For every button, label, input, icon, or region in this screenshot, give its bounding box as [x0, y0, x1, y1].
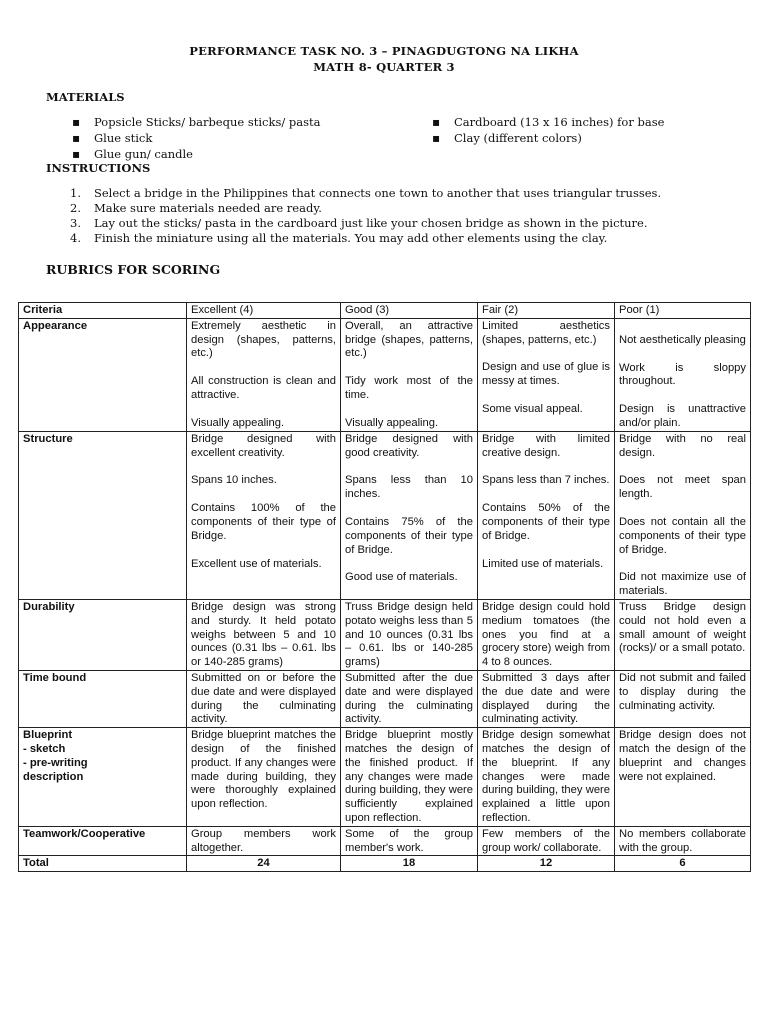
excellent-cell — [187, 318, 341, 431]
cell-paragraph: Bridge designed with excellent creativity. — [191, 432, 336, 459]
cell-paragraph: Design is unattractive and/or plain. — [619, 403, 746, 429]
criteria-cell: Appearance — [19, 318, 187, 431]
rubric-row-time-bound — [19, 670, 751, 727]
document-title: PERFORMANCE TASK NO. 3 – PINAGDUGTONG NA LIKHA — [189, 44, 579, 58]
cell-paragraph: Truss Bridge design could not hold even a small amount of weight (rocks)/ or a small potato. — [619, 600, 746, 655]
cell-paragraph: Bridge design was strong and sturdy. It held potato weighs between 5 and 10 ounces (0.31 lbs – 0.61. lbs or 140-285 grams) — [191, 600, 336, 669]
column-header-fair: Fair (2) — [478, 303, 615, 319]
rubric-row-appearance — [19, 318, 751, 431]
rubrics-heading: RUBRICS FOR SCORING — [46, 262, 221, 277]
rubric-header-row — [19, 303, 751, 319]
cell-paragraph: Did not maximize use of materials. — [619, 571, 746, 598]
cell-paragraph: Submitted 3 days after the due date and were displayed during the culminating activity. — [482, 671, 610, 726]
cell-paragraph: Limited aesthetics (shapes, patterns, etc.) — [482, 319, 610, 346]
instruction-number: 2. — [70, 201, 81, 215]
cell-paragraph: Bridge design does not match the design of the blueprint and changes were not explained. — [619, 729, 746, 783]
excellent-cell — [187, 431, 341, 599]
cell-paragraph: Contains 100% of the components of their type of Bridge. — [191, 502, 336, 542]
total-excellent: 24 — [187, 856, 341, 872]
cell-paragraph: Excellent use of materials. — [191, 557, 322, 570]
cell-paragraph: Contains 75% of the components of their type of Bridge. — [345, 515, 473, 556]
criteria-cell: Total — [19, 856, 187, 872]
good-cell — [341, 826, 478, 856]
cell-paragraph: Bridge blueprint matches the design of the finished product. If any changes were made during building, they were thoroughly explained upon reflection. — [191, 729, 336, 811]
criteria-cell: Structure — [19, 431, 187, 599]
poor-cell — [615, 670, 751, 727]
cell-paragraph: Some of the group member's work. — [345, 827, 473, 854]
poor-cell — [615, 318, 751, 431]
rubric-row-structure — [19, 431, 751, 599]
material-item: ▪ Popsicle Sticks/ barbeque sticks/ pasta — [70, 114, 321, 130]
cell-paragraph: Limited use of materials. — [482, 557, 604, 570]
excellent-cell — [187, 826, 341, 856]
instructions-heading: INSTRUCTIONS — [46, 161, 151, 175]
column-header-criteria: Criteria — [19, 303, 187, 319]
column-header-good: Good (3) — [341, 303, 478, 319]
excellent-cell — [187, 599, 341, 670]
good-cell — [341, 318, 478, 431]
cell-paragraph: Truss Bridge design held potato weighs less than 5 and 10 ounces (0.31 lbs – 0.61. lbs or 140-285 grams) — [345, 600, 473, 669]
instruction-number: 1. — [70, 186, 81, 200]
materials-list-right — [430, 114, 664, 146]
cell-paragraph: Not aesthetically pleasing — [619, 333, 746, 346]
criteria-cell: Time bound — [19, 670, 187, 727]
cell-paragraph: No members collaborate with the group. — [619, 827, 746, 854]
cell-paragraph: Good use of materials. — [345, 571, 458, 584]
column-header-poor: Poor (1) — [615, 303, 751, 319]
total-fair: 12 — [478, 856, 615, 872]
poor-cell — [615, 431, 751, 599]
excellent-cell — [187, 728, 341, 827]
criteria-cell — [19, 728, 187, 827]
material-item: ▪ Glue gun/ candle — [70, 146, 321, 162]
cell-paragraph: Did not submit and failed to display during the culminating activity. — [619, 671, 746, 712]
materials-list-left — [70, 114, 321, 162]
cell-paragraph: Does not meet span length. — [619, 474, 746, 501]
poor-cell — [615, 728, 751, 827]
good-cell — [341, 431, 478, 599]
instruction-text: Make sure materials needed are ready. — [94, 201, 322, 215]
instruction-text: Finish the miniature using all the materials. You may add other elements using the clay. — [94, 231, 608, 245]
cell-paragraph: Visually appealing. — [191, 416, 285, 429]
material-item: ▪ Cardboard (13 x 16 inches) for base — [430, 114, 664, 130]
instruction-text: Select a bridge in the Philippines that connects one town to another that uses triangular trusses. — [94, 186, 662, 200]
cell-paragraph: Few members of the group work/ collaborate. — [482, 827, 610, 854]
instruction-number: 3. — [70, 216, 81, 230]
cell-paragraph: Tidy work most of the time. — [345, 375, 473, 401]
fair-cell — [478, 599, 615, 670]
cell-paragraph: Bridge design somewhat matches the design of the blueprint. If any changes were made during building, they were explained a little upon reflection. — [482, 729, 610, 824]
fair-cell — [478, 728, 615, 827]
cell-paragraph: Overall, an attractive bridge (shapes, patterns, etc.) — [345, 319, 473, 360]
material-item: ▪ Glue stick — [70, 130, 321, 146]
good-cell — [341, 670, 478, 727]
instruction-item — [70, 216, 661, 231]
cell-paragraph: Bridge with limited creative design. — [482, 432, 610, 459]
cell-paragraph: Spans less than 10 inches. — [345, 474, 473, 501]
poor-cell — [615, 599, 751, 670]
document-subtitle: MATH 8- QUARTER 3 — [313, 60, 455, 74]
rubric-row-total — [19, 856, 751, 872]
good-cell — [341, 599, 478, 670]
fair-cell — [478, 318, 615, 431]
instructions-list — [70, 186, 661, 246]
poor-cell — [615, 826, 751, 856]
cell-paragraph: Design and use of glue is messy at times. — [482, 361, 610, 388]
materials-heading: MATERIALS — [46, 90, 125, 104]
rubric-table — [18, 302, 751, 872]
cell-paragraph: Some visual appeal. — [482, 402, 583, 415]
cell-paragraph: Does not contain all the components of their type of Bridge. — [619, 515, 746, 556]
instruction-number: 4. — [70, 231, 81, 245]
cell-paragraph: Extremely aesthetic in design (shapes, patterns, etc.) — [191, 319, 336, 360]
material-item: ▪ Clay (different colors) — [430, 130, 664, 146]
cell-paragraph: All construction is clean and attractive. — [191, 375, 336, 401]
cell-paragraph: Bridge blueprint mostly matches the design of the finished product. If any changes were made during building, they were sufficiently explained upon reflection. — [345, 729, 473, 824]
criteria-sublabel: description — [23, 770, 84, 783]
rubric-row-blueprint — [19, 728, 751, 827]
cell-paragraph: Bridge designed with good creativity. — [345, 432, 473, 459]
rubric-row-durability — [19, 599, 751, 670]
cell-paragraph: Spans less than 7 inches. — [482, 474, 610, 487]
instruction-item — [70, 186, 661, 201]
instruction-item — [70, 201, 661, 216]
cell-paragraph: Work is sloppy throughout. — [619, 361, 746, 388]
criteria-label: Blueprint — [23, 729, 73, 742]
excellent-cell — [187, 670, 341, 727]
cell-paragraph: Submitted after the due date and were displayed during the culminating activity. — [345, 671, 473, 726]
rubric-row-teamwork — [19, 826, 751, 856]
cell-paragraph: Visually appealing. — [345, 416, 439, 429]
cell-paragraph: Contains 50% of the components of their type of Bridge. — [482, 502, 610, 542]
criteria-cell: Durability — [19, 599, 187, 670]
fair-cell — [478, 431, 615, 599]
fair-cell — [478, 670, 615, 727]
fair-cell — [478, 826, 615, 856]
column-header-excellent: Excellent (4) — [187, 303, 341, 319]
cell-paragraph: Group members work altogether. — [191, 827, 336, 854]
criteria-cell: Teamwork/Cooperative — [19, 826, 187, 856]
criteria-sublabel: - sketch — [23, 742, 66, 755]
cell-paragraph: Spans 10 inches. — [191, 474, 277, 487]
cell-paragraph: Bridge with no real design. — [619, 432, 746, 459]
cell-paragraph: Submitted on or before the due date and were displayed during the culminating activity. — [191, 671, 336, 726]
instruction-item — [70, 231, 661, 246]
instruction-text: Lay out the sticks/ pasta in the cardboard just like your chosen bridge as shown in the picture. — [94, 216, 648, 230]
good-cell — [341, 728, 478, 827]
criteria-sublabel: - pre-writing — [23, 756, 88, 769]
total-good: 18 — [341, 856, 478, 872]
cell-paragraph: Bridge design could hold medium tomatoes (the ones you find at a grocery store) weigh from 4 to 8 ounces. — [482, 600, 610, 669]
total-poor: 6 — [615, 856, 751, 872]
